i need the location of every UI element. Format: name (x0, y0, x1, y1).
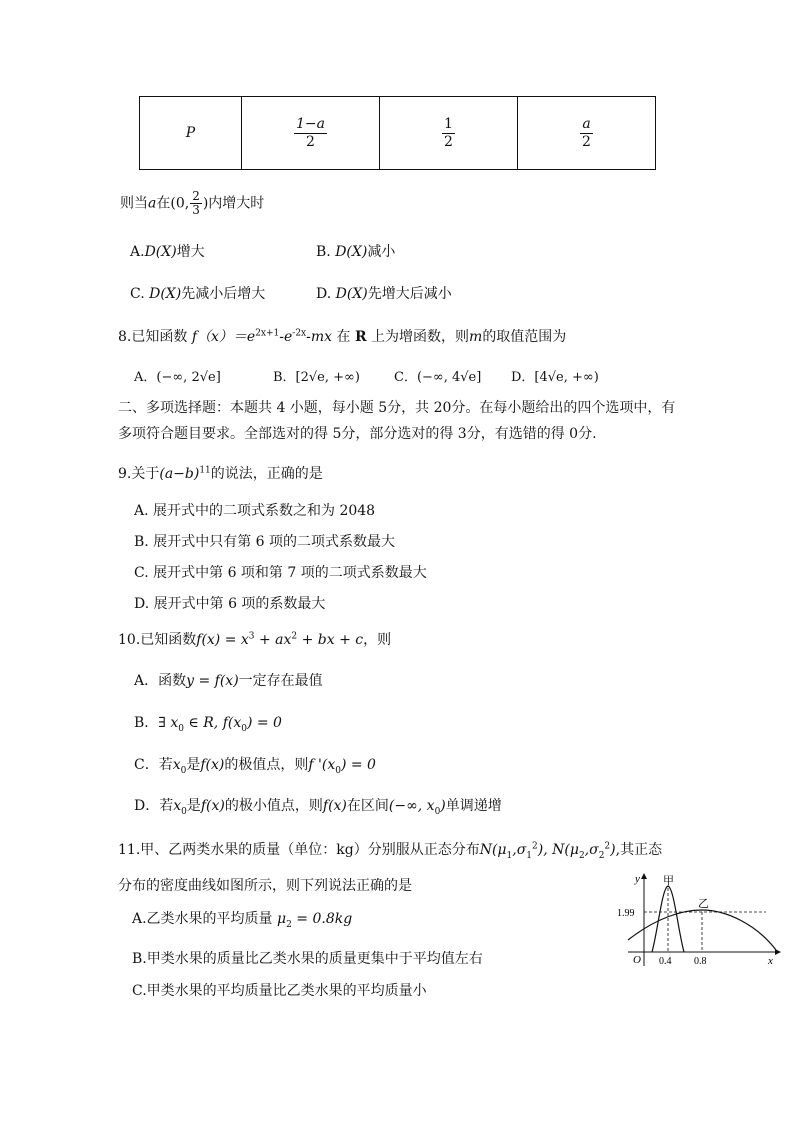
q7-option-c: C. D(X)先减小后增大 (130, 286, 266, 302)
table-cell: $\frac{1}{2}$ (380, 97, 518, 170)
distribution-table (139, 96, 656, 170)
q10-option-c: C．若$x_0$是f(x)的极值点，则f '$(x_0) = 0$ (134, 757, 376, 776)
y-tick-label: 1.99 (617, 908, 635, 919)
q10-stem: 10.已知函数$f(x) = x^3 + ax^2$ + bx + c，则 (118, 631, 392, 648)
q11-stem-line2: 分布的密度曲线如图所示，则下列说法正确的是 (118, 878, 412, 894)
q9-option-b: B. 展开式中只有第 6 项的二项式系数最大 (134, 534, 395, 550)
q7-stem: 则当a在(0, $\frac{2}{3}$ )内增大时 (120, 189, 265, 217)
q7-option-b: B. D(X)减小 (316, 244, 396, 260)
table-cell: $\frac{a}{2}$ (518, 97, 656, 170)
q10-option-b: B．∃ $x_0$ ∈ R, $f(x_0) = 0$ (134, 715, 282, 734)
q11-stem-line1: 11.甲、乙两类水果的质量（单位：kg）分别服从正态分布$N(\mu_1,\sigma_1^2)$, $N(\mu_2,\sigma_2^2)$,其正态 (118, 841, 663, 861)
x-tick-label-0.4: 0.4 (659, 956, 672, 967)
q7-option-a: A.D(X)增大 (130, 244, 205, 260)
curve-jia-label: 甲 (663, 874, 674, 887)
y-axis-label: y (635, 873, 640, 885)
q8-option-b: B．[2√e, +∞) (273, 370, 360, 385)
q11-option-b: B.甲类水果的质量比乙类水果的质量更集中于平均值左右 (132, 951, 483, 967)
q11-option-a: A.乙类水果的平均质量 $\mu_2 = 0.8kg$ (132, 911, 353, 930)
q10-option-a: A．函数y = f(x)一定存在最值 (134, 673, 323, 689)
curve-yi-label: 乙 (698, 897, 709, 910)
q11-option-c: C.甲类水果的平均质量比乙类水果的平均质量小 (132, 983, 427, 999)
normal-curve-figure (616, 870, 786, 970)
section2-line1: 二、多项选择题：本题共 4 小题，每小题 5分，共 20分。在每小题给出的四个选项中，有 (118, 400, 676, 416)
q9-option-d: D. 展开式中第 6 项的系数最大 (134, 596, 326, 612)
q10-option-d: D．若$x_0$是f(x)的极小值点，则f(x)在区间(−∞, $x_0$)单调递增 (134, 798, 502, 817)
q8-option-a: A．(−∞, 2√e] (134, 370, 221, 385)
q9-stem: 9.关于$(a-b)^{11}$的说法，正确的是 (118, 465, 323, 482)
table-label-cell: P (140, 97, 242, 170)
q8-stem: 8.已知函数 $f(x)=e^{2x+1}-e^{-2x}-mx$ 在 R 上为增函数，则m的取值范围为 (118, 328, 567, 345)
q9-option-c: C. 展开式中第 6 项和第 7 项的二项式系数最大 (134, 565, 427, 581)
x-tick-label-0.8: 0.8 (694, 956, 707, 967)
table-cell: $\frac{1-a}{2}$ (242, 97, 380, 170)
q8-option-c: C．(−∞, 4√e] (394, 370, 482, 385)
q9-option-a: A. 展开式中的二项式系数之和为 2048 (134, 503, 376, 519)
q7-option-d: D. D(X)先增大后减小 (316, 286, 452, 302)
section2-line2: 多项符合题目要求。全部选对的得 5分，部分选对的得 3分，有选错的得 0分. (118, 426, 597, 442)
origin-label: O (633, 954, 641, 966)
x-axis-label: x (768, 955, 773, 967)
q8-option-d: D．[4√e, +∞) (511, 370, 599, 385)
